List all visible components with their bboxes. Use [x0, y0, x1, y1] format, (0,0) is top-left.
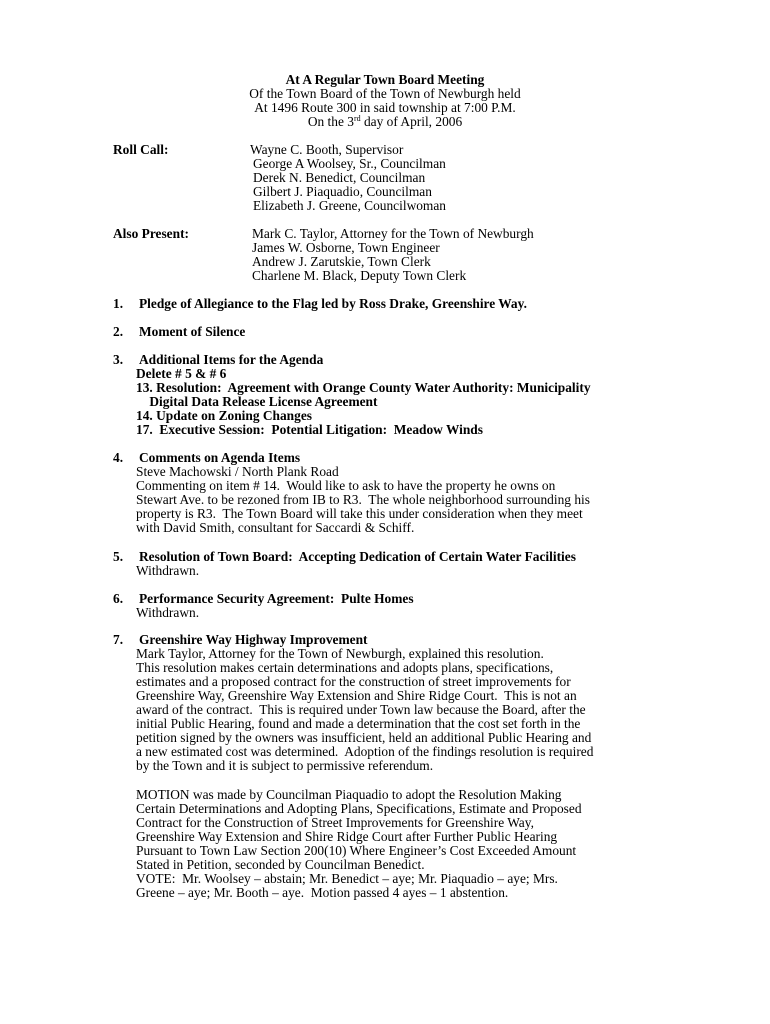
- motion-line: MOTION was made by Councilman Piaquadio to adopt the Resolution Making: [136, 787, 562, 802]
- body-line: initial Public Hearing, found and made a determination that the cost set forth in the: [136, 716, 581, 731]
- item-number: 6.: [113, 591, 124, 606]
- body-line: Mark Taylor, Attorney for the Town of Newburgh, explained this resolution.: [136, 646, 544, 661]
- also-present-member: James W. Osborne, Town Engineer: [252, 240, 440, 255]
- item-number: 2.: [113, 324, 124, 339]
- body-line: Stewart Ave. to be rezoned from IB to R3. The whole neighborhood surrounding his: [136, 492, 590, 507]
- header-line: At 1496 Route 300 in said township at 7:00 P.M.: [254, 100, 516, 115]
- item-number: 1.: [113, 296, 124, 311]
- body-line: by the Town and it is subject to permissive referendum.: [136, 758, 434, 773]
- item-number: 4.: [113, 450, 124, 465]
- item-title: Pledge of Allegiance to the Flag led by Ross Drake, Greenshire Way.: [139, 296, 527, 311]
- body-line: Greenshire Way, Greenshire Way Extension and Shire Ridge Court. This is not an: [136, 688, 577, 703]
- agenda-line: Delete # 5 & # 6: [136, 366, 227, 381]
- body-line: estimates and a proposed contract for the construction of street improvements for: [136, 674, 571, 689]
- item-title: Greenshire Way Highway Improvement: [139, 632, 368, 647]
- motion-line: Stated in Petition, seconded by Councilman Benedict.: [136, 857, 425, 872]
- item-number: 5.: [113, 549, 124, 564]
- body-line: Withdrawn.: [136, 605, 200, 620]
- meeting-date: On the 3rd day of April, 2006: [307, 114, 463, 129]
- item-number: 3.: [113, 352, 124, 367]
- body-line: Commenting on item # 14. Would like to ask to have the property he owns on: [136, 478, 556, 493]
- also-present-member: Andrew J. Zarutskie, Town Clerk: [252, 254, 431, 269]
- body-line: petition signed by the owners was insufficient, held an additional Public Hearing and: [136, 730, 592, 745]
- motion-line: Certain Determinations and Adopting Plans, Specifications, Estimate and Proposed: [136, 801, 582, 816]
- roll-call-label: Roll Call:: [113, 142, 169, 157]
- roll-call-member: Derek N. Benedict, Councilman: [253, 170, 426, 185]
- agenda-line: 14. Update on Zoning Changes: [136, 408, 312, 423]
- also-present-label: Also Present:: [113, 226, 189, 241]
- body-line: a new estimated cost was determined. Adoption of the findings resolution is required: [136, 744, 594, 759]
- item-title: Comments on Agenda Items: [139, 450, 301, 465]
- body-line: award of the contract. This is required under Town law because the Board, after the: [136, 702, 586, 717]
- motion-line: Contract for the Construction of Street Improvements for Greenshire Way,: [136, 815, 534, 830]
- header-line: Of the Town Board of the Town of Newburgh held: [249, 86, 521, 101]
- item-number: 7.: [113, 632, 124, 647]
- item-title: Performance Security Agreement: Pulte Homes: [139, 591, 414, 606]
- vote-line: VOTE: Mr. Woolsey – abstain; Mr. Benedict – aye; Mr. Piaquadio – aye; Mrs.: [136, 871, 558, 886]
- meeting-title: At A Regular Town Board Meeting: [285, 72, 485, 87]
- body-line: with David Smith, consultant for Saccardi & Schiff.: [136, 520, 415, 535]
- vote-line: Greene – aye; Mr. Booth – aye. Motion passed 4 ayes – 1 abstention.: [136, 885, 509, 900]
- agenda-line: 13. Resolution: Agreement with Orange County Water Authority: Municipality: [136, 380, 591, 395]
- body-line: Steve Machowski / North Plank Road: [136, 464, 339, 479]
- roll-call-member: Gilbert J. Piaquadio, Councilman: [253, 184, 432, 199]
- roll-call-member: Elizabeth J. Greene, Councilwoman: [253, 198, 446, 213]
- body-line: property is R3. The Town Board will take this under consideration when they meet: [136, 506, 583, 521]
- body-line: Withdrawn.: [136, 563, 200, 578]
- agenda-line: Digital Data Release License Agreement: [136, 394, 378, 409]
- motion-line: Pursuant to Town Law Section 200(10) Where Engineer’s Cost Exceeded Amount: [136, 843, 577, 858]
- agenda-line: 17. Executive Session: Potential Litigation: Meadow Winds: [136, 422, 483, 437]
- motion-line: Greenshire Way Extension and Shire Ridge Court after Further Public Hearing: [136, 829, 558, 844]
- roll-call-member: George A Woolsey, Sr., Councilman: [253, 156, 446, 171]
- also-present-member: Mark C. Taylor, Attorney for the Town of Newburgh: [252, 226, 534, 241]
- item-title: Resolution of Town Board: Accepting Dedication of Certain Water Facilities: [139, 549, 576, 564]
- body-line: This resolution makes certain determinations and adopts plans, specifications,: [136, 660, 554, 675]
- also-present-member: Charlene M. Black, Deputy Town Clerk: [252, 268, 467, 283]
- roll-call-member: Wayne C. Booth, Supervisor: [250, 142, 404, 157]
- item-title: Additional Items for the Agenda: [139, 352, 324, 367]
- item-title: Moment of Silence: [139, 324, 246, 339]
